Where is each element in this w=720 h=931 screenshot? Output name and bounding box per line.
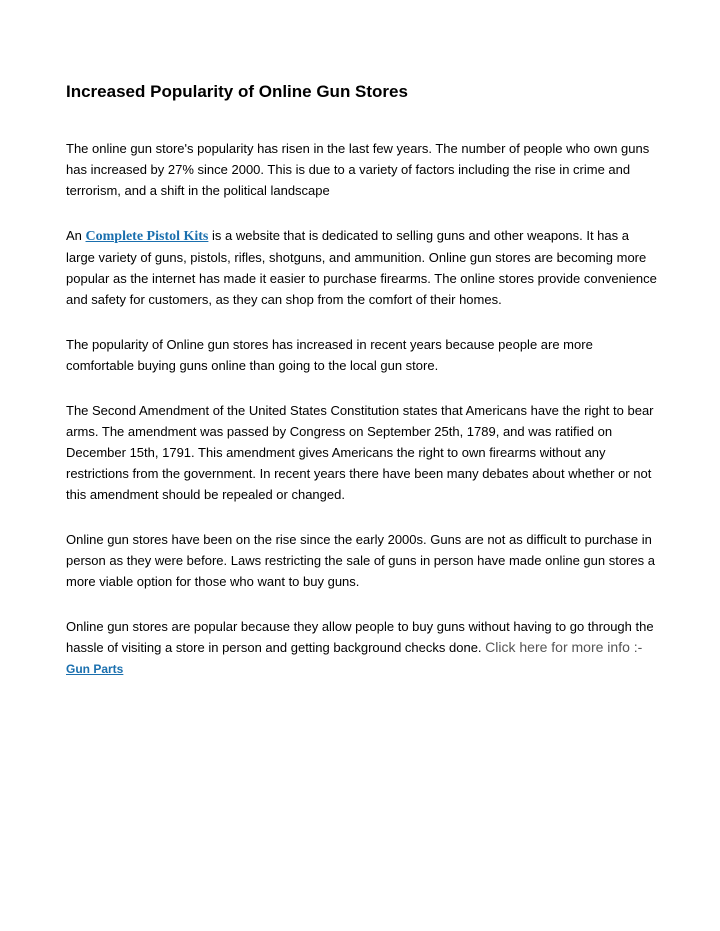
paragraph-6-text: Online gun stores are popular because they allow people to buy guns without having to go through the hassle of visiting a store in person and getting background checks done. [66, 619, 654, 655]
click-here-text: Click here for more info :- [485, 639, 643, 655]
document-page [66, 80, 658, 704]
paragraph-4: The Second Amendment of the United States Constitution states that Americans have the right to bear arms. The amendment was passed by Congress on September 25th, 1789, and was ratified on December 15th, 1791. This amendment gives Americans the right to own firearms without any restrictions from the government. In recent years there have been many debates about whether or not this amendment should be repealed or changed. [66, 403, 654, 502]
gun-parts-link[interactable]: Gun Parts [66, 662, 124, 676]
paragraph-2 [66, 225, 658, 310]
paragraph-1: The online gun store's popularity has risen in the last few years. The number of people who own guns has increased by 27% since 2000. This is due to a variety of factors including the rise in crime and terrorism, and a shift in the political landscape [66, 141, 650, 198]
paragraph-2-prefix: An [66, 228, 86, 243]
paragraph-2-suffix: is a website that is dedicated to selling guns and other weapons. It has a large variety of guns, pistols, rifles, shotguns, and ammunition. Online gun stores are becoming more popular as the internet has made it easier to purchase firearms. The online stores provide convenience and safety for customers, as they can shop from the comfort of their homes. [66, 228, 657, 307]
paragraph-3: The popularity of Online gun stores has increased in recent years because people are more comfortable buying guns online than going to the local gun store. [66, 337, 593, 373]
page-title: Increased Popularity of Online Gun Stores [66, 82, 408, 101]
complete-pistol-kits-link[interactable]: Complete Pistol Kits [85, 229, 209, 244]
paragraph-5: Online gun stores have been on the rise since the early 2000s. Guns are not as difficult to purchase in person as they were before. Laws restricting the sale of guns in person have made online gun stores a more viable option for those who want to buy guns. [66, 532, 655, 589]
paragraph-6 [66, 616, 658, 680]
